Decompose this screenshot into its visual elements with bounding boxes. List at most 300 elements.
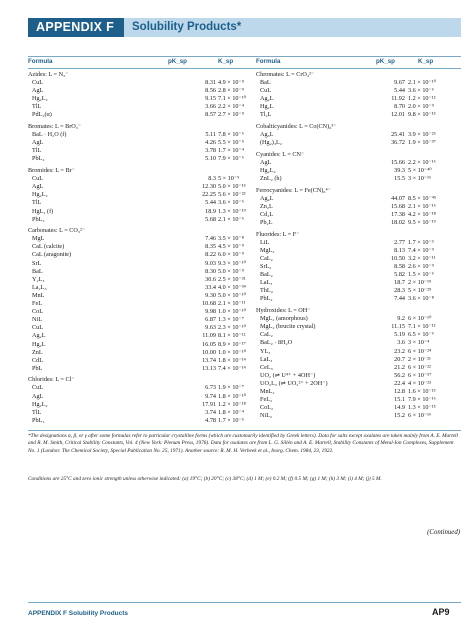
pk-cell: 15.68 xyxy=(391,202,405,210)
ksp-cell: 2.1 × 10⁻¹¹ xyxy=(218,300,246,308)
formula-cell: AgL xyxy=(32,183,44,191)
ksp-cell: 8.9 × 10⁻¹⁷ xyxy=(218,340,246,348)
pk-cell: 5.82 xyxy=(394,271,405,279)
formula-cell: Chromates: L = CrO₄²⁻ xyxy=(256,71,315,78)
pk-cell: 36.72 xyxy=(391,139,405,147)
formula-cell: NiL xyxy=(32,316,42,324)
table-row xyxy=(28,111,250,119)
formula-cell: CuL xyxy=(32,384,44,392)
ksp-cell: 3.2 × 10⁻¹¹ xyxy=(408,254,436,262)
ksp-cell: 3.6 × 10⁻⁸ xyxy=(408,295,434,303)
pk-cell: 4.78 xyxy=(205,416,216,424)
pk-cell: 21.2 xyxy=(394,363,405,371)
table-row xyxy=(256,219,461,227)
ksp-cell: 4.9 × 10⁻⁹ xyxy=(218,79,244,87)
table-row xyxy=(256,323,461,331)
ksp-cell: 4.2 × 10⁻¹⁸ xyxy=(408,211,436,218)
pk-cell: 56.2 xyxy=(394,371,405,379)
pk-cell: 17.38 xyxy=(391,211,405,218)
ksp-cell: 6 × 10⁻¹⁰ xyxy=(408,315,432,323)
formula-cell: LiL xyxy=(260,238,270,246)
formula-cell: Ag₃L xyxy=(260,131,274,139)
ksp-cell: 3.5 × 10⁻⁸ xyxy=(218,235,244,243)
table-row xyxy=(28,260,250,268)
footnote-conditions: Conditions are 25°C and zero ionic strength unless otherwise indicated: (a) 19°C; (b) 20°C; (c) 38°C; (d) 1 M; (e) 0.2 M; (f) 0.5 M; (g) 1 M; (h) 3 M; (i) 4 M; (j) 5 M. xyxy=(28,476,382,482)
pk-cell: 5.44 xyxy=(394,87,405,95)
pk-cell: 6.73 xyxy=(205,384,216,392)
formula-cell: LaL₃ xyxy=(260,355,273,363)
ksp-cell: 5 × 10⁻⁴⁰ xyxy=(408,167,432,175)
ksp-cell: 3.6 × 10⁻⁶ xyxy=(218,199,244,207)
formula-cell: AgL xyxy=(32,87,44,95)
ksp-cell: 6.5 × 10⁻⁶ xyxy=(408,331,434,339)
ksp-cell: 3.6 × 10⁻⁶ xyxy=(408,87,434,95)
pk-cell: 9.67 xyxy=(394,79,405,87)
formula-cell: Tl₂L xyxy=(260,111,272,119)
pk-cell: 15.66 xyxy=(391,158,405,166)
formula-cell: Ag₂L xyxy=(260,95,274,103)
pk-cell: 33.4 xyxy=(205,283,216,291)
formula-cell: BaL xyxy=(260,79,271,87)
appendix-label: APPENDIX F xyxy=(28,18,124,37)
formula-cell: MnL₂ xyxy=(260,387,275,395)
ksp-cell: 1.6 × 10⁻¹³ xyxy=(408,387,436,395)
table-row xyxy=(256,263,461,271)
table-row xyxy=(28,276,250,284)
formula-cell: BaL₂ · 8H₂O xyxy=(260,339,293,347)
formula-cell: CuL xyxy=(260,87,272,95)
pk-cell: 13.13 xyxy=(202,364,216,372)
table-row xyxy=(28,357,250,365)
pk-cell: 9.03 xyxy=(205,259,216,267)
formula-cell: MgL₂ xyxy=(260,246,275,254)
pk-cell: 5.10 xyxy=(205,155,216,163)
section-heading-row xyxy=(28,167,250,175)
table-row xyxy=(28,175,250,183)
pk-cell: 8.35 xyxy=(205,243,216,251)
ksp-cell: 6 × 10⁻⁵⁷ xyxy=(408,371,432,379)
table-row xyxy=(256,412,461,420)
pk-cell: 8.70 xyxy=(394,103,405,111)
pk-cell: 10.68 xyxy=(202,300,216,308)
ksp-cell: 1.0 × 10⁻¹⁰ xyxy=(218,308,247,316)
table-row xyxy=(28,103,250,111)
ksp-cell: 6 × 10⁻²⁴ xyxy=(408,347,432,355)
table-row xyxy=(256,364,461,372)
ksp-cell: 6 × 10⁻²² xyxy=(408,363,431,371)
formula-cell: FeL₂ xyxy=(260,396,273,404)
pk-cell: 9.98 xyxy=(205,308,216,316)
pk-cell: 11.15 xyxy=(391,323,405,331)
ksp-cell: 2.0 × 10⁻⁹ xyxy=(408,103,434,111)
formula-cell: CaL₂ xyxy=(260,254,273,262)
table-row xyxy=(256,331,461,339)
table-row xyxy=(256,380,461,388)
ksp-cell: 2.7 × 10⁻⁹ xyxy=(218,111,244,119)
pk-cell: 18.7 xyxy=(394,279,405,287)
pk-cell: 9.74 xyxy=(205,392,216,400)
pk-cell: 39.3 xyxy=(394,167,405,175)
pk-cell: 8.58 xyxy=(394,263,405,271)
ksp-cell: 1.2 × 10⁻¹⁸ xyxy=(218,400,246,408)
formula-cell: Chlorides: L = Cl⁻ xyxy=(28,376,75,384)
pk-cell: 14.9 xyxy=(394,404,405,412)
table-row xyxy=(28,417,250,425)
formula-cell: Cd₂L xyxy=(260,211,274,218)
formula-cell: Y₂L₃ xyxy=(32,275,45,283)
formula-cell: CeL₃ xyxy=(260,363,273,371)
table-row xyxy=(28,243,250,251)
table-row xyxy=(28,139,250,147)
formula-cell: UO₂ (⇌ U⁴⁺ + 4OH⁻) xyxy=(260,371,316,379)
formula-cell: MnL xyxy=(32,291,45,299)
formula-cell: Bromates: L = BrO₃⁻ xyxy=(28,123,82,131)
table-row xyxy=(256,95,461,103)
ksp-cell: 9.8 × 10⁻¹³ xyxy=(408,111,436,119)
table-row xyxy=(28,251,250,259)
formula-cell: CoL₂ xyxy=(260,404,274,412)
section-heading-row xyxy=(256,123,461,131)
section-heading-row xyxy=(256,151,461,159)
pk-cell: 11.92 xyxy=(391,95,405,103)
ksp-cell: 2.1 × 10⁻¹⁰ xyxy=(408,79,437,87)
header-bottom-rule xyxy=(28,68,461,69)
table-row xyxy=(256,247,461,255)
table-row xyxy=(256,372,461,380)
pk-cell: 25.41 xyxy=(391,131,405,139)
ksp-cell: 1.3 × 10⁻¹⁹ xyxy=(218,207,246,215)
ksp-cell: 1.9 × 10⁻⁷ xyxy=(218,384,244,392)
pk-cell: 8.13 xyxy=(394,246,405,254)
ksp-cell: 1.7 × 10⁻³ xyxy=(408,238,434,246)
pk-cell: 8.31 xyxy=(205,79,216,87)
formula-cell: Pb₂L xyxy=(260,219,273,227)
formula-cell: (Hg₂)₃L₂ xyxy=(260,139,282,147)
pk-cell: 8.56 xyxy=(205,87,216,95)
ksp-cell: 7.4 × 10⁻⁹ xyxy=(408,246,434,254)
ksp-cell: 4.0 × 10⁻³⁴ xyxy=(218,283,246,291)
pk-cell: 8.30 xyxy=(205,267,216,275)
table-row xyxy=(28,401,250,409)
table-row xyxy=(256,404,461,412)
table-row xyxy=(28,216,250,224)
table-row xyxy=(256,103,461,111)
pk-cell: 2.77 xyxy=(394,238,405,246)
table-row xyxy=(256,287,461,295)
appendix-header xyxy=(28,18,461,37)
pk-cell: 18.9 xyxy=(205,207,216,215)
continued-label: (Continued) xyxy=(427,529,460,536)
ksp-cell: 6 × 10⁻¹⁶ xyxy=(408,412,432,420)
table-row xyxy=(256,295,461,303)
pk-cell: 12.01 xyxy=(391,111,405,119)
pk-cell: 3.66 xyxy=(205,103,216,111)
pk-cell: 13.74 xyxy=(202,356,216,364)
pk-cell: 5.19 xyxy=(394,331,405,339)
ksp-cell: 7.1 × 10⁻¹² xyxy=(408,323,436,331)
formula-cell: MgL₂ (brucite crystal) xyxy=(260,323,316,331)
pk-cell: 22.25 xyxy=(202,191,216,199)
formula-cell: CuL xyxy=(32,175,44,183)
ksp-cell: 3 × 10⁻¹⁶ xyxy=(408,175,432,183)
pk-cell: 17.91 xyxy=(202,400,216,408)
formula-cell: CaL₂ xyxy=(260,331,273,339)
pk-cell: 5.68 xyxy=(205,215,216,223)
section-heading-row xyxy=(256,307,461,315)
pk-cell: 10.00 xyxy=(202,348,216,356)
ksp-cell: 4 × 10⁻²³ xyxy=(408,379,431,387)
formula-cell: BaL xyxy=(32,267,43,275)
formula-cell: Hg₂L₂ xyxy=(32,191,48,199)
ksp-cell: 2 × 10⁻¹⁹ xyxy=(408,279,432,287)
section-heading-row xyxy=(28,123,250,131)
formula-cell: PbL₂ xyxy=(260,295,273,303)
pk-cell: 3.74 xyxy=(205,408,216,416)
right-k-header: K_sp xyxy=(418,58,434,65)
pk-cell: 9.2 xyxy=(397,315,405,323)
formula-cell: TlL xyxy=(32,408,42,416)
table-row xyxy=(256,271,461,279)
ksp-cell: 2.2 × 10⁻⁴ xyxy=(218,103,244,111)
formula-cell: MgL₂ (amorphous) xyxy=(260,315,308,323)
footer-running-title: APPENDIX F Solubility Products xyxy=(28,610,129,617)
formula-cell: Hg₂L₂ xyxy=(32,400,48,408)
pk-cell: 22.4 xyxy=(394,379,405,387)
table-row xyxy=(28,95,250,103)
ksp-cell: 8.5 × 10⁻⁴⁵ xyxy=(408,194,437,202)
formula-cell: AgL xyxy=(32,139,44,147)
ksp-cell: 1.9 × 10⁻³⁷ xyxy=(408,139,436,147)
ksp-cell: 5 × 10⁻²⁹ xyxy=(408,287,432,295)
pk-cell: 8.3 xyxy=(208,175,216,183)
formula-cell: CoL xyxy=(32,308,44,316)
formula-cell: ZnL xyxy=(32,348,43,356)
table-row xyxy=(256,356,461,364)
table-row xyxy=(256,79,461,87)
pk-cell: 8.22 xyxy=(205,251,216,259)
table-row xyxy=(28,284,250,292)
table-row xyxy=(256,211,461,219)
table-row xyxy=(28,324,250,332)
pk-cell: 7.46 xyxy=(205,235,216,243)
ksp-cell: 1.0 × 10⁻¹⁰ xyxy=(218,348,247,356)
table-row xyxy=(28,183,250,191)
formula-cell: Hg₂L₂ xyxy=(260,167,276,175)
ksp-cell: 2.1 × 10⁻⁶ xyxy=(218,215,244,223)
section-heading-row xyxy=(256,231,461,239)
table-row xyxy=(256,167,461,175)
formula-cell: PbL₂ xyxy=(32,155,45,163)
ksp-cell: 5 × 10⁻⁹ xyxy=(218,175,240,183)
pk-cell: 11.09 xyxy=(202,332,216,340)
formula-cell: HgL₂ (f) xyxy=(32,207,54,215)
ksp-cell: 8.1 × 10⁻¹² xyxy=(218,332,246,340)
ksp-cell: 2.5 × 10⁻³¹ xyxy=(218,275,246,283)
pk-cell: 12.30 xyxy=(202,183,216,191)
table-row xyxy=(28,300,250,308)
ksp-cell: 2.6 × 10⁻⁹ xyxy=(408,263,434,271)
table-row xyxy=(28,208,250,216)
ksp-cell: 1.5 × 10⁻⁶ xyxy=(408,271,434,279)
formula-cell: SrL₂ xyxy=(260,263,272,271)
appendix-title: Solubility Products* xyxy=(124,18,461,37)
formula-cell: Zn₂L xyxy=(260,202,273,210)
ksp-cell: 2.3 × 10⁻¹⁰ xyxy=(218,324,247,332)
pk-cell: 9.63 xyxy=(205,324,216,332)
ksp-cell: 2.8 × 10⁻⁹ xyxy=(218,87,244,95)
ksp-cell: 7.1 × 10⁻¹⁰ xyxy=(218,95,247,103)
table-row xyxy=(28,191,250,199)
ksp-cell: 3.9 × 10⁻²⁶ xyxy=(408,131,436,139)
ksp-cell: 9.3 × 10⁻¹⁰ xyxy=(218,259,247,267)
formula-cell: CaL (calcite) xyxy=(32,243,65,251)
ksp-cell: 2.1 × 10⁻¹⁶ xyxy=(408,202,436,210)
table-row xyxy=(28,341,250,349)
pk-cell: 3.78 xyxy=(205,147,216,155)
table-row xyxy=(256,396,461,404)
ksp-cell: 1.7 × 10⁻⁴ xyxy=(218,147,244,155)
formula-cell: SrL xyxy=(32,259,42,267)
pk-cell: 3.6 xyxy=(397,339,405,347)
table-row xyxy=(28,365,250,373)
ksp-cell: 1.8 × 10⁻⁴ xyxy=(218,408,244,416)
ksp-cell: 1.8 × 10⁻¹⁰ xyxy=(218,392,247,400)
pk-cell: 6.87 xyxy=(205,316,216,324)
table-row xyxy=(28,409,250,417)
formula-cell: Hg₂L xyxy=(32,340,46,348)
ksp-cell: 6.0 × 10⁻⁹ xyxy=(218,251,244,259)
table-row xyxy=(256,203,461,211)
pk-cell: 16.05 xyxy=(202,340,216,348)
table-row xyxy=(256,339,461,347)
page-number: AP9 xyxy=(432,607,450,617)
formula-cell: Ag₂L xyxy=(32,332,46,340)
left-k-header: K_sp xyxy=(218,58,234,65)
pk-cell: 8.57 xyxy=(205,111,216,119)
table-row xyxy=(28,268,250,276)
formula-cell: Azides: L = N₃⁻ xyxy=(28,71,69,78)
table-row xyxy=(28,349,250,357)
formula-cell: TlL xyxy=(32,147,42,155)
table-row xyxy=(256,239,461,247)
ksp-cell: 1.3 × 10⁻¹⁵ xyxy=(408,404,436,412)
table-row xyxy=(256,279,461,287)
pk-cell: 20.7 xyxy=(394,355,405,363)
left-table-column xyxy=(28,71,250,425)
formula-cell: CuL xyxy=(32,324,44,332)
table-row xyxy=(256,388,461,396)
table-row xyxy=(256,159,461,167)
section-heading-row xyxy=(28,376,250,384)
formula-cell: TlL xyxy=(32,199,42,207)
ksp-cell: 7.4 × 10⁻¹⁴ xyxy=(218,364,246,372)
pk-cell: 44.07 xyxy=(391,194,405,202)
ksp-cell: 2.2 × 10⁻¹⁶ xyxy=(408,158,436,166)
ksp-cell: 9.5 × 10⁻¹⁹ xyxy=(408,219,436,227)
ksp-cell: 5.0 × 10⁻¹⁰ xyxy=(218,291,247,299)
formula-cell: Hg₂L₂ xyxy=(32,95,48,103)
section-heading-row xyxy=(256,71,461,79)
formula-cell: Bromides: L = Br⁻ xyxy=(28,167,75,175)
table-row xyxy=(28,235,250,243)
pk-cell: 5.11 xyxy=(205,131,216,139)
pk-cell: 9.30 xyxy=(205,291,216,299)
formula-cell: Cyanides: L = CN⁻ xyxy=(256,150,305,158)
formula-cell: AgL xyxy=(260,158,272,166)
ksp-cell: 7.8 × 10⁻⁶ xyxy=(218,131,244,139)
section-heading-row xyxy=(28,227,250,235)
pk-cell: 4.26 xyxy=(205,139,216,147)
right-formula-header: Formula xyxy=(256,58,281,65)
ksp-cell: 7.9 × 10⁻⁶ xyxy=(218,155,244,163)
formula-cell: FeL xyxy=(32,300,42,308)
formula-cell: Ferrocyanides: L = Fe(CN)₆⁴⁻ xyxy=(256,186,331,194)
pk-cell: 15.5 xyxy=(394,175,405,183)
formula-cell: AgL xyxy=(32,392,44,400)
ksp-cell: 3 × 10⁻⁴ xyxy=(408,339,430,347)
formula-cell: TlL xyxy=(32,103,42,111)
table-row xyxy=(28,308,250,316)
formula-cell: LaL₃ xyxy=(260,279,273,287)
table-row xyxy=(256,255,461,263)
pk-cell: 30.6 xyxy=(205,275,216,283)
table-row xyxy=(256,175,461,183)
table-row xyxy=(256,195,461,203)
formula-cell: Hydroxides: L = OH⁻ xyxy=(256,307,311,315)
table-row xyxy=(28,147,250,155)
pk-cell: 10.50 xyxy=(391,254,405,262)
ksp-cell: 4.5 × 10⁻⁹ xyxy=(218,243,244,251)
ksp-cell: 5.0 × 10⁻¹³ xyxy=(218,183,246,191)
table-row xyxy=(28,393,250,401)
formula-cell: PbL₂ xyxy=(32,416,45,424)
formula-cell: PbL₂ xyxy=(32,215,45,223)
table-row xyxy=(28,131,250,139)
formula-cell: Fluorides: L = F⁻ xyxy=(256,230,300,238)
pk-cell: 7.44 xyxy=(394,295,405,303)
section-heading-row xyxy=(28,71,250,79)
formula-cell: YL₃ xyxy=(260,347,271,355)
formula-cell: ThL₄ xyxy=(260,287,273,295)
section-heading-row xyxy=(256,187,461,195)
ksp-cell: 1.8 × 10⁻¹⁴ xyxy=(218,356,246,364)
table-row xyxy=(256,131,461,139)
footer-rule xyxy=(28,602,461,603)
right-table-column xyxy=(256,71,461,420)
formula-cell: PdL₂(α) xyxy=(32,111,52,119)
table-row xyxy=(28,384,250,392)
right-pk-header: pK_sp xyxy=(376,58,395,65)
ksp-cell: 1.7 × 10⁻⁵ xyxy=(218,416,244,424)
table-row xyxy=(28,155,250,163)
table-row xyxy=(256,139,461,147)
formula-cell: NiL₂ xyxy=(260,412,273,420)
formula-cell: BaL₂ xyxy=(260,271,273,279)
formula-cell: BaL · H₂O (f) xyxy=(32,131,67,139)
pk-cell: 5.44 xyxy=(205,199,216,207)
table-row xyxy=(28,87,250,95)
formula-cell: PbL xyxy=(32,364,43,372)
table-row xyxy=(256,315,461,323)
formula-cell: Cobalticyanides: L = Co(CN)₆³⁻ xyxy=(256,123,337,131)
pk-cell: 18.02 xyxy=(391,219,405,227)
table-row xyxy=(28,316,250,324)
left-formula-header: Formula xyxy=(28,58,53,65)
formula-cell: CdL xyxy=(32,356,44,364)
ksp-cell: 5.6 × 10⁻²³ xyxy=(218,191,246,199)
pk-cell: 28.3 xyxy=(394,287,405,295)
formula-cell: Ag₄L xyxy=(260,194,274,202)
